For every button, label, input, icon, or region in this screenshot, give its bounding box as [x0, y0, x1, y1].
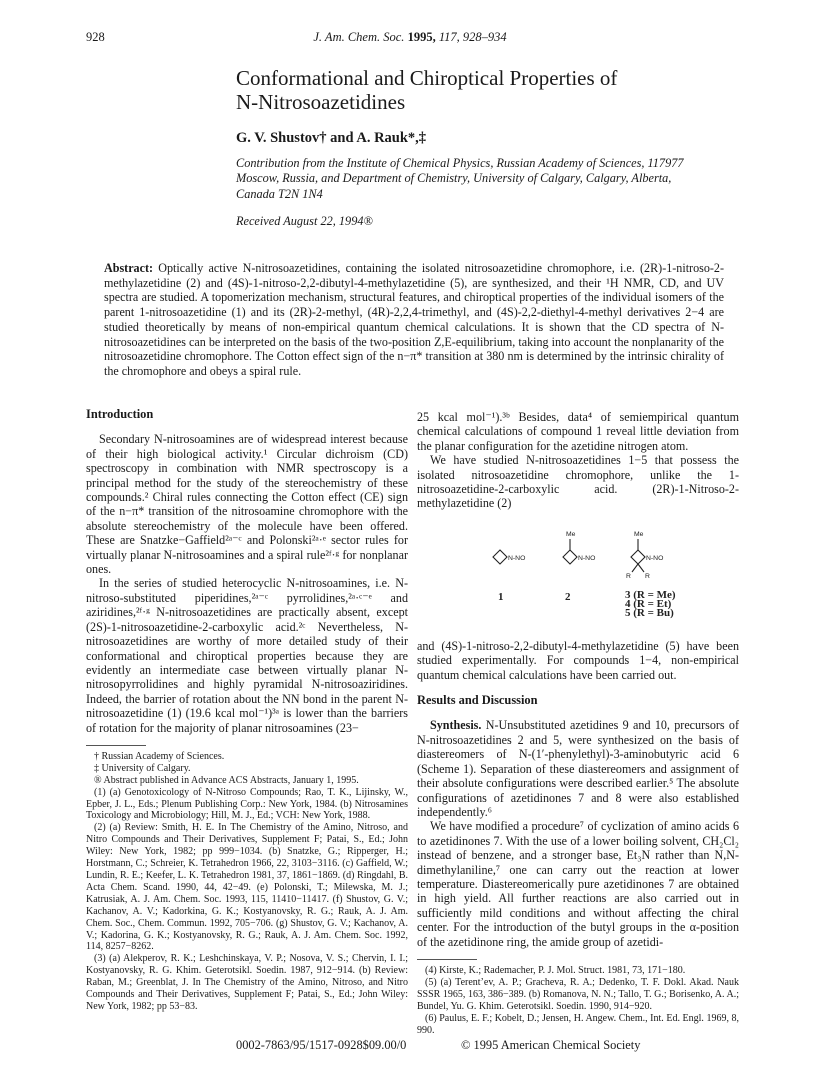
journal-year: 1995,: [407, 30, 436, 44]
running-head: [0, 30, 820, 45]
abstract-text: Optically active N-nitrosoazetidines, containing the isolated nitrosoazetidine chromophore, i.e. (2R)-1-nitroso-2-methylazetidine (2) and (4S)-1-nitroso-2,2-dibutyl-4-methylazetidine (5), are synthesized, and their ¹H NMR, CD, and UV spectra are studied. A topomerization mechanism, structural features, and chiroptical properties of the individual isomers of the parent 1-nitrosoazetidine (1) and its (2R)-2-methyl, (4R)-2,2,4-trimethyl, and (4S)-2,2-diethyl-4-methyl derivatives 2−4 are studied theoretically by means of non-empirical quantum chemical calculations. It is shown that the CD spectra of N-nitrosoazetidines can be interpreted on the basis of the two-position Z,E-equilibrium, taking into account the nonplanarity of the nitrosoazetidine chromophore. The Cotton effect sign of the n−π* transition at 380 nm is determined by the intrinsic chirality of the chromophore and obeys a spiral rule.: [104, 261, 724, 378]
intro-paragraph-1: Secondary N-nitrosoamines are of widespread interest because of their high biological activity.¹ Circular dichroism (CD) spectroscopy in combination with NMR spectroscopy is a principal method for the study of the stereochemistry of these compounds.² Chiral rules connecting the Cotton effect (CE) sign of the n−π* transition of the nitrosoamine chromophore with the absolute stereochemistry of the molecule have been offered. These are Snatzke−Gaffield²ᵃ⁻ᶜ and Polonski²ᵃ·ᵉ sector rules for virtually planar N-nitrosoamines and a spiral rule²ᶠ·ᵍ for nonplanar ones.: [86, 432, 408, 577]
results-heading: Results and Discussion: [417, 693, 538, 708]
footnote-divider: [86, 745, 146, 746]
footnote-divider: [417, 959, 477, 960]
footnote: (1) (a) Genotoxicology of N-Nitroso Compounds; Rao, T. K., Lijinsky, W., Epber, J. L., Eds.; Plenum Publishing Corp.: New York, 1984. (b) Nitrosamines Toxicology and Microbiology; Hill, M. J., Ed.; VCH: New York, 1988.: [86, 786, 408, 822]
structures-scheme: [417, 519, 739, 631]
article-title: [236, 66, 756, 114]
footnote: (6) Paulus, E. F.; Kobelt, D.; Jensen, H. Angew. Chem., Int. Ed. Engl. 1969, 8, 990.: [417, 1012, 739, 1036]
footnote: ‡ University of Calgary.: [94, 762, 191, 774]
footnote: (3) (a) Alekperov, R. K.; Leshchinskaya, V. P.; Nosova, V. S.; Chervin, I. I.; Kostyanovsky, R. G. Khim. Geterotsikl. Soedin. 1987, 912−914. (b) Review: Raban, M.; Greenblat, J. In The Chemistry of the Amino, Nitroso, and Nitro Compounds and Their Derivatives, Supplement F; Patai, S., Ed.; John Wiley: New York, 1982; pp 53−83.: [86, 953, 408, 1012]
left-column: [86, 407, 408, 1013]
compound-1-label: 1: [498, 590, 504, 603]
footer-copyright: © 1995 American Chemical Society: [461, 1038, 641, 1052]
azetidine-ring-2: [563, 550, 577, 564]
compound-2-label: 2: [565, 590, 571, 603]
r-label: R: [626, 572, 631, 580]
right-paragraph-4: We have modified a procedure⁷ of cyclization of amino acids 6 to azetidinones 7. With the use of a lower boiling solvent, CH₂Cl₂ instead of benzene, and a stronger base, Et₃N rather than N,N-dimethylaniline,⁷ one can carry out the reaction at lower temperature. Diastereomerically pure azetidinones 7 are obtained in high yield. All further reactions are also carried out in sufficiently mild conditions and without affecting the chiral center. For the introduction of the butyl groups in the α-position of the azetidinone ring, the amide group of azetidi-: [417, 819, 739, 949]
compound-3-label: 3 (R = Me): [625, 588, 676, 601]
journal-pages: 928–934: [462, 30, 507, 44]
footnote: (4) Kirste, K.; Rademacher, P. J. Mol. Struct. 1981, 73, 171−180.: [425, 964, 686, 976]
right-paragraph-1: We have studied N-nitrosoazetidines 1−5 that possess the isolated nitrosoazetidine chromophore, unlike the 1-nitrosoazetidine-2-carboxylic acid. (2R)-1-Nitroso-2-methylazetidine (2): [417, 453, 739, 511]
right-paragraph-2: and (4S)-1-nitroso-2,2-dibutyl-4-methylazetidine (5) have been studied experimentally. For compounds 1−4, non-empirical quantum chemical calculations have been carried out.: [417, 638, 739, 682]
compound-5-label: 5 (R = Bu): [625, 606, 674, 619]
title-line-1: Conformational and Chiroptical Properties of: [236, 66, 618, 90]
title-line-2: N-Nitrosoazetidines: [236, 90, 406, 114]
abstract-label: Abstract:: [104, 261, 154, 275]
footnote: † Russian Academy of Sciences.: [94, 750, 225, 762]
structure-drawings: [417, 519, 739, 631]
affiliation: Contribution from the Institute of Chemical Physics, Russian Academy of Sciences, 117977 Moscow, Russia, and Department of Chemistry, University of Calgary, Calgary, Alberta, Canada T2N 1N4: [236, 156, 684, 201]
azetidine-ring-3: [631, 550, 645, 564]
intro-paragraph-2: In the series of studied heterocyclic N-nitrosoamines, i.e. N-nitroso-substituted piperidines,²ᵃ⁻ᶜ pyrrolidines,²ᵃ·ᶜ⁻ᵉ and aziridines,²ᶠ·ᵍ N-nitrosoazetidines are practically absent, except (2S)-1-nitrosoazetidine-2-carboxylic acid.²ᶜ Nevertheless, N-nitrosoazetidines are worthy of more detailed study of their conformational and chiroptical properties because they are evidently an intermediate case between virtually planar N-nitrosopyrrolidines and highly pyramidal N-nitrosoaziridines. Indeed, the barrier of rotation about the NN bond in the parent N-nitrosoazetidine (1) (19.6 kcal mol⁻¹)³ᵃ is lower than the barriers of rotation for the majority of planar nitrosoamines (23−: [86, 576, 408, 735]
page-number: 928: [86, 30, 105, 44]
footnote: (5) (a) Terent’ev, A. P.; Gracheva, R. A.; Dedenko, T. F. Dokl. Akad. Nauk SSSR 1965, 163, 386−389. (b) Romanova, N. N.; Tallo, T. G.; Borisenko, A. A.; Bundel, Yu. G. Khim. Geterotsikl. Soedin. 1990, 914−920.: [417, 976, 739, 1012]
n-no-label: N-NO: [578, 554, 596, 562]
methyl-label: Me: [566, 530, 576, 538]
right-paragraph-3: [417, 718, 739, 819]
abstract: [104, 261, 724, 379]
right-column: [417, 410, 739, 1036]
footnote: ® Abstract published in Advance ACS Abstracts, January 1, 1995.: [94, 774, 359, 786]
footnotes-left: [86, 751, 408, 1013]
compound-4-label: 4 (R = Et): [625, 597, 672, 610]
r-bond-a: [632, 564, 638, 572]
journal-volume: 117,: [438, 30, 460, 44]
footnotes-right: [417, 965, 739, 1036]
azetidine-ring-1: [493, 550, 507, 564]
n-no-label: N-NO: [646, 554, 664, 562]
right-paragraph-0: 25 kcal mol⁻¹).³ᵇ Besides, data⁴ of semiempirical quantum chemical calculations of compound 1 reveal little deviation from the planar configuration for the azetidine nitrogen atom.: [417, 410, 739, 453]
journal-name: J. Am. Chem. Soc.: [313, 30, 405, 44]
r-label: R: [645, 572, 650, 580]
introduction-heading: Introduction: [86, 407, 154, 421]
received-date: Received August 22, 1994®: [236, 214, 373, 228]
footer-code: 0002-7863/95/1517-0928$09.00/0: [236, 1038, 407, 1052]
synthesis-text: N-Unsubstituted azetidines 9 and 10, precursors of N-nitrosoazetidines 2 and 5, were synthesized on the basis of diastereomers of N-(1′-phenylethyl)-3-aminobutyric acid 6 (Scheme 1). Separation of these diastereomers and assignment of their absolute configurations were described earlier.⁵ The absolute configurations of azetidinones 7 and 8 were also established independently.⁶: [417, 718, 740, 819]
authors: G. V. Shustov† and A. Rauk*,‡: [236, 130, 427, 146]
r-bond-b: [638, 564, 644, 572]
synthesis-label: Synthesis.: [430, 718, 482, 733]
methyl-label: Me: [634, 530, 644, 538]
n-no-label: N-NO: [508, 554, 526, 562]
footnote: (2) (a) Review: Smith, H. E. In The Chemistry of the Amino, Nitroso, and Nitro Compounds and Their Derivatives, Supplement F; Patai, S., Ed.; John Wiley: New York, 1982; pp 999−1034. (b) Snatzke, G.; Ripperger, H.; Horstmann, C.; Schreier, K. Tetrahedron 1966, 22, 3103−3116. (c) Gaffield, W.; Lundin, R. E.; Keefer, L. K. Tetrahedron 1981, 37, 1861−1869. (d) Ringdahl, B. Acta Chem. Scand. 1990, 44, 42−49. (e) Polonski, T.; Milewska, M. J.; Katrusiak, A. J. Am. Chem. Soc. 1993, 115, 11410−11417. (f) Shustov, G. V.; Kachanov, A. V.; Kadorkina, G. K.; Kostyanovsky, R. G.; Rauk, A. J. Am. Chem. Soc., Chem. Commun. 1992, 705−706. (g) Shustov, G. V.; Kachanov, A. V.; Kadorina, G. K.; Kostyanovsky, R. G.; Rauk, A. J. Am. Chem. Soc. 1992, 114, 8257−8262.: [86, 822, 408, 953]
